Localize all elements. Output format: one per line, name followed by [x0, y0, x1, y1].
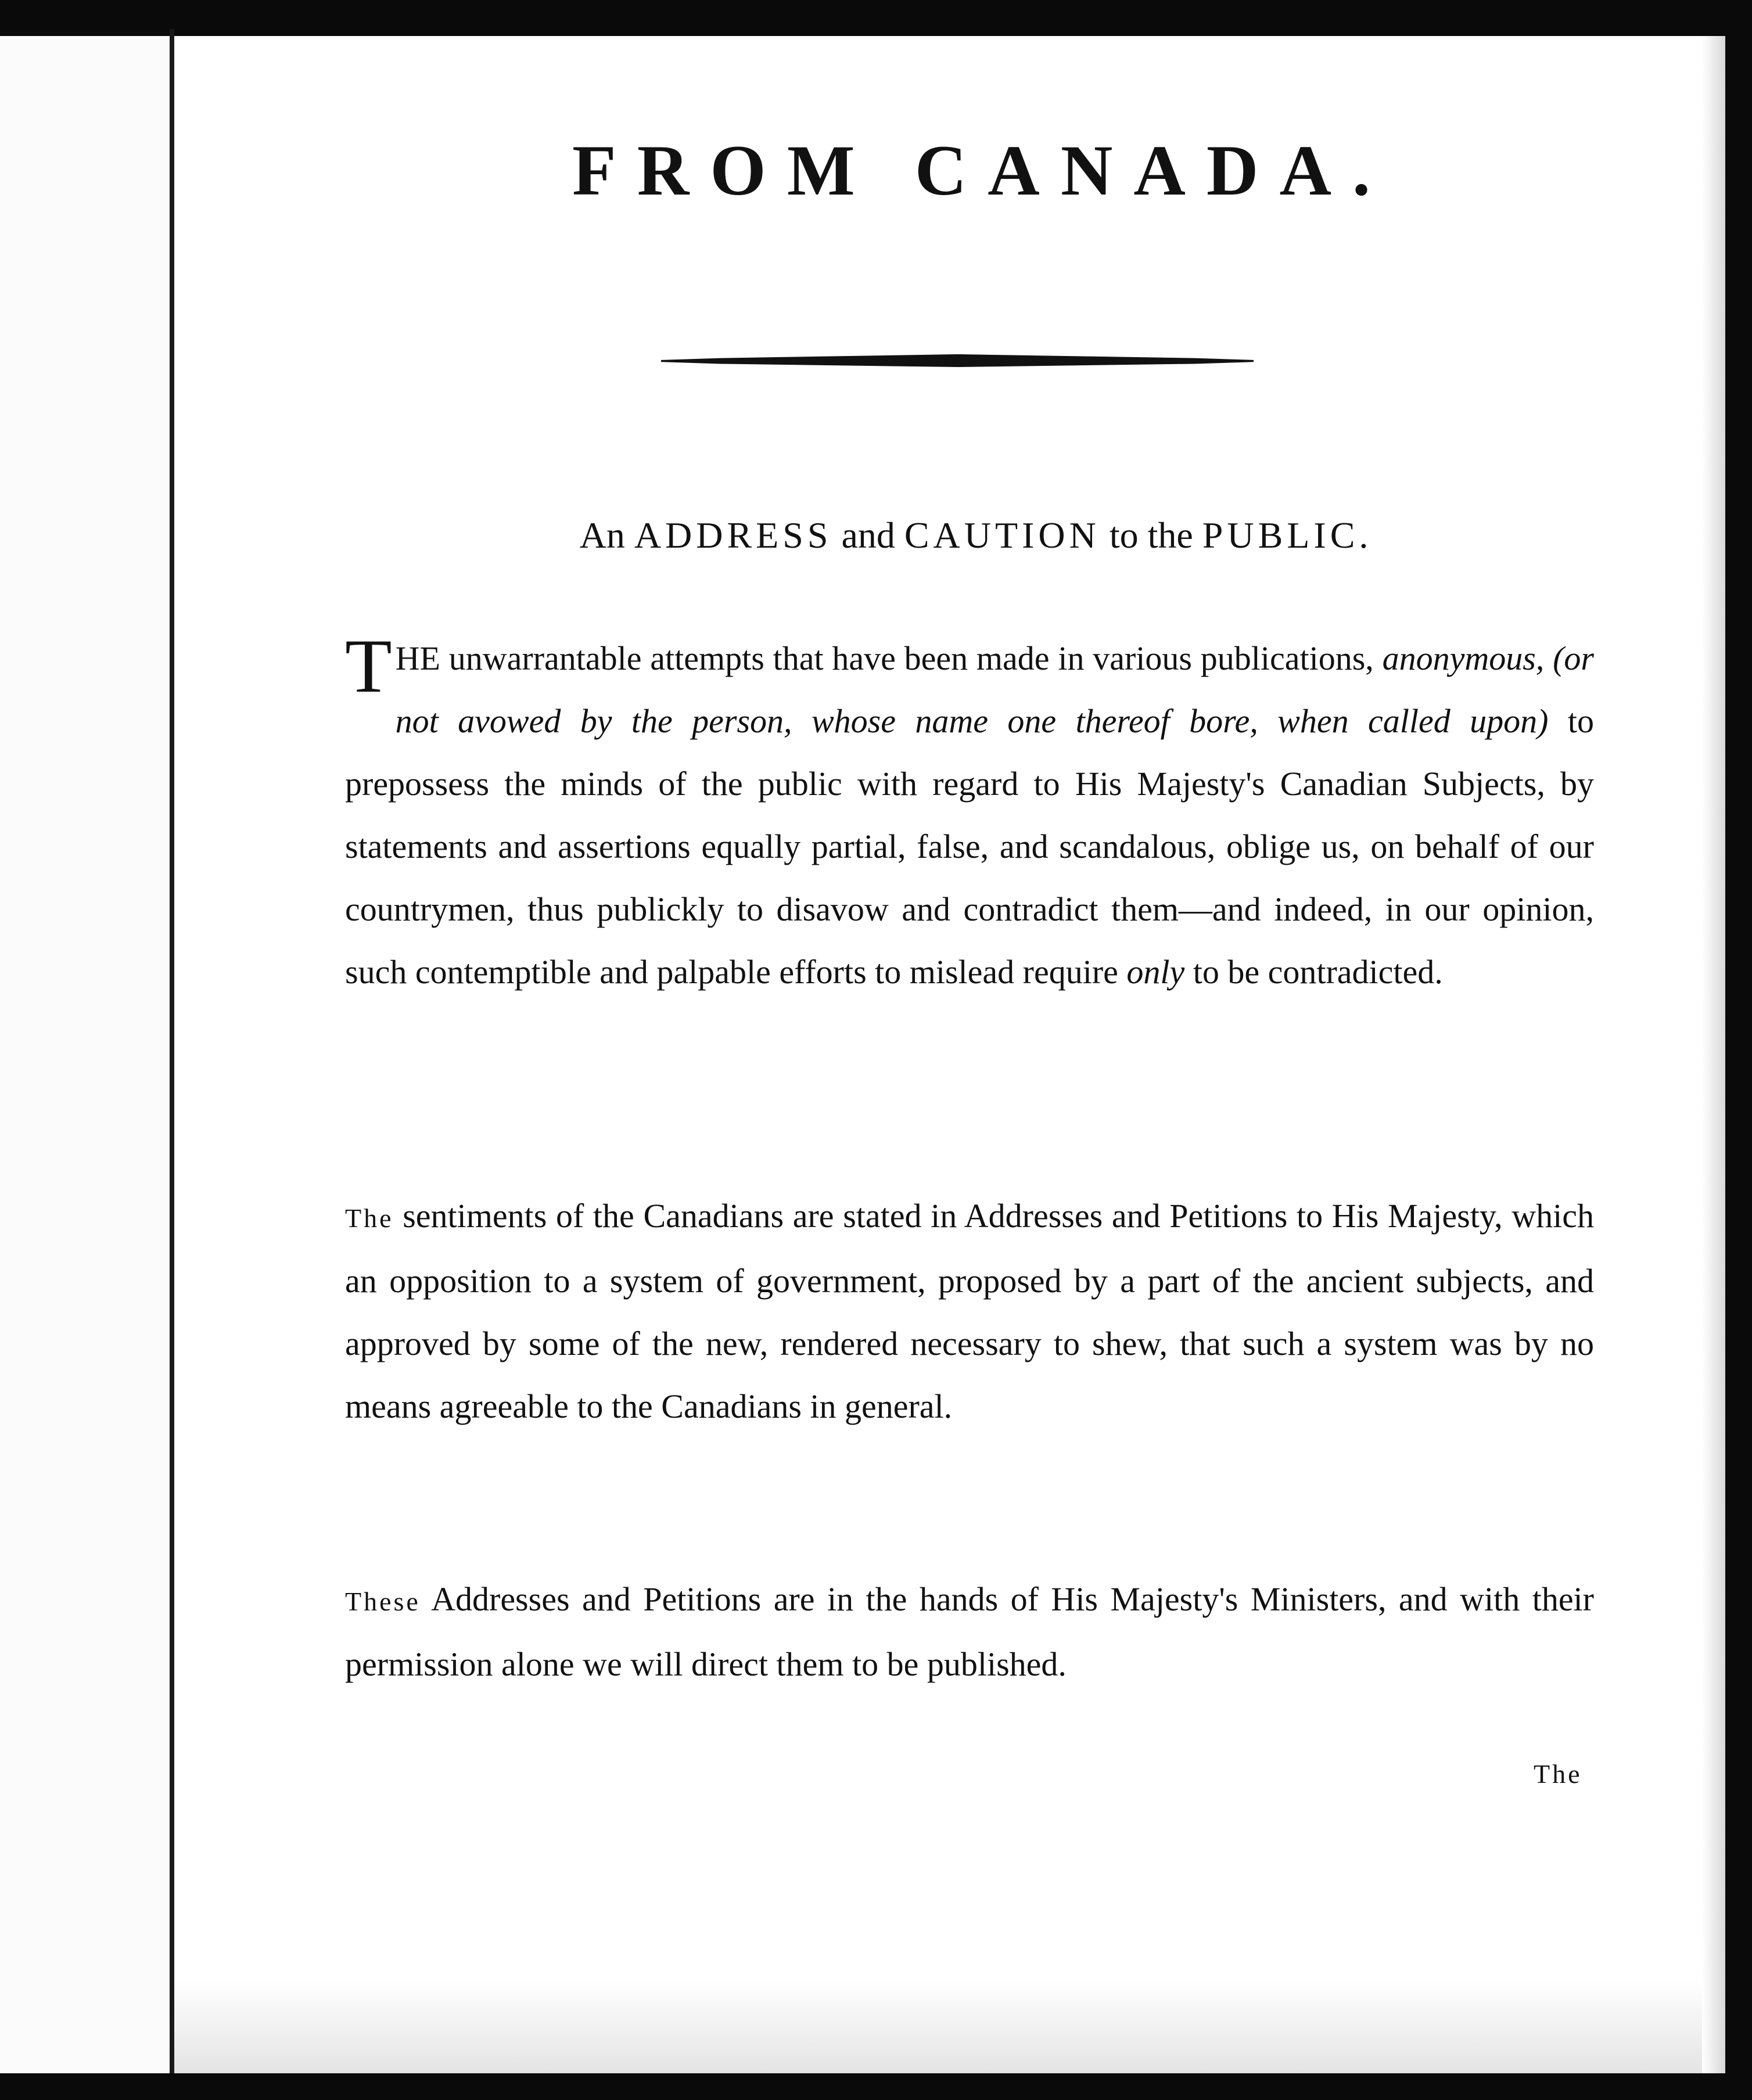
paragraph-1-italic-a: anonymous, (or not avowed by the person, whose name one thereof bore, when called upon) [395, 639, 1594, 740]
paragraph-3-lead: These [345, 1587, 421, 1616]
heading-address: ADDRESS [634, 515, 832, 556]
paragraph-1-italic-b: only [1126, 953, 1185, 991]
paragraph-1 [345, 623, 1594, 1004]
heading-caution: CAUTION [904, 515, 1100, 556]
heading-public: PUBLIC. [1202, 515, 1373, 556]
paragraph-1-text-b: to prepossess the minds of the public with regard to His Majesty's Canadian Subjects, by statements and assertions equally partial, false, and scandalous, oblige us, on behalf of our countrymen, thus publickly to disavow and contradict them—and indeed, in our opinion, such contemptible and palpable efforts to mislead require [345, 702, 1594, 991]
scan-border-bottom [0, 2073, 1752, 2100]
page-title: FROM CANADA. [572, 131, 1392, 210]
heading-to-the: to the [1100, 515, 1202, 556]
paragraph-3 [345, 1568, 1594, 1696]
paragraph-1-text-c: to be contradicted. [1184, 953, 1443, 991]
page-spine-line [170, 29, 174, 2079]
catchword: The [1534, 1759, 1582, 1789]
paragraph-2 [345, 1185, 1594, 1438]
page-edge-shadow [1702, 36, 1725, 2073]
paragraph-3-text: Addresses and Petitions are in the hands of His Majesty's Ministers, and with their permission alone we will direct them to be published. [345, 1580, 1594, 1683]
title-rule [661, 354, 1254, 367]
bottom-shade [174, 1980, 1702, 2073]
left-margin [0, 36, 170, 2073]
paragraph-1-lead: HE [395, 639, 440, 677]
paragraph-2-lead: The [345, 1203, 394, 1233]
scan-border-top [0, 0, 1752, 36]
heading-and: and [832, 515, 904, 556]
paragraph-2-text: sentiments of the Canadians are stated in Addresses and Petitions to His Majesty, which an opposition to a system of government, proposed by a part of the ancient subjects, and approved by some of the new, rendered necessary to shew, that such a system was by no means agreeable to the Canadians in general. [345, 1197, 1594, 1425]
address-heading [349, 517, 1603, 554]
paragraph-1-text-a: unwarrantable attempts that have been made in various publications, [440, 639, 1383, 677]
scan-border-right [1725, 0, 1752, 2100]
heading-an: An [579, 515, 634, 556]
drop-cap: T [345, 623, 392, 709]
